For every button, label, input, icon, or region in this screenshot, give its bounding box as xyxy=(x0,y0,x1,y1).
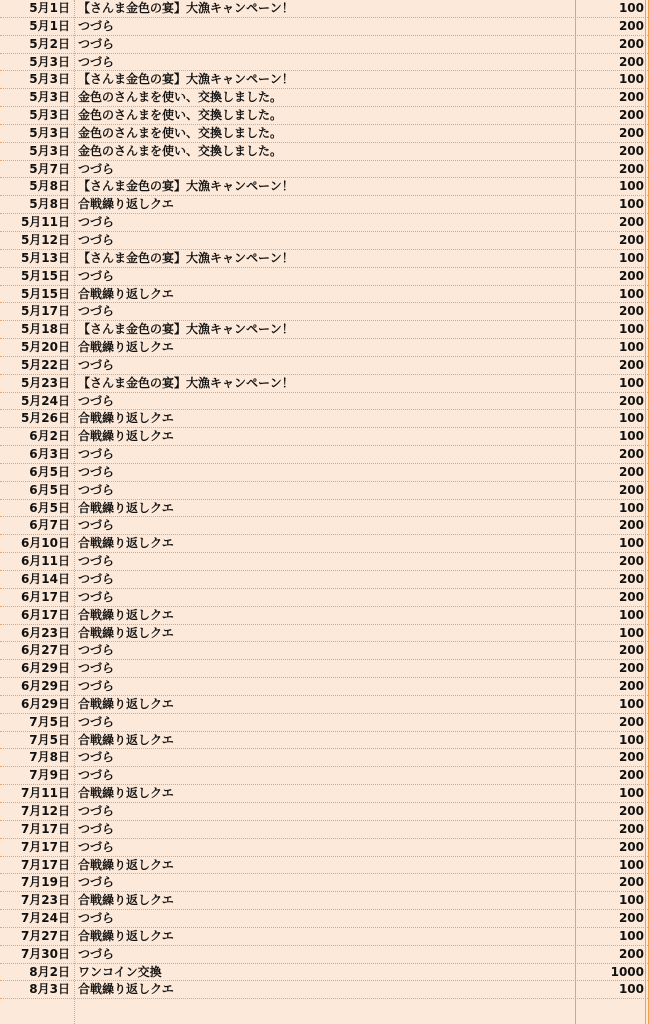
amount-cell[interactable]: 200 xyxy=(618,482,644,497)
amount-cell[interactable]: 100 xyxy=(618,536,644,551)
date-cell[interactable]: 5月3日 xyxy=(29,125,70,140)
date-cell[interactable]: 7月27日 xyxy=(20,928,70,943)
date-cell[interactable]: 5月18日 xyxy=(20,322,70,337)
amount-cell[interactable]: 200 xyxy=(618,589,644,604)
amount-cell[interactable]: 200 xyxy=(618,215,644,230)
date-cell[interactable]: 5月3日 xyxy=(29,72,70,87)
table-row[interactable] xyxy=(0,303,648,321)
table-row[interactable] xyxy=(0,446,648,464)
date-cell[interactable]: 5月1日 xyxy=(29,18,70,33)
description-cell[interactable]: つづら xyxy=(78,232,115,247)
table-row[interactable] xyxy=(0,196,648,214)
date-cell[interactable]: 7月17日 xyxy=(20,857,70,872)
table-row[interactable] xyxy=(0,357,648,375)
date-cell[interactable]: 6月10日 xyxy=(20,536,70,551)
table-row[interactable] xyxy=(0,660,648,678)
amount-cell[interactable]: 200 xyxy=(618,125,644,140)
date-cell[interactable]: 6月27日 xyxy=(20,643,70,658)
date-cell[interactable]: 5月26日 xyxy=(20,411,70,426)
date-cell[interactable] xyxy=(0,999,72,1017)
description-cell[interactable]: 金色のさんまを使い、交換しました。 xyxy=(78,143,283,158)
date-cell[interactable]: 5月17日 xyxy=(20,304,70,319)
description-cell[interactable]: つづら xyxy=(78,393,115,408)
date-cell[interactable]: 5月20日 xyxy=(20,340,70,355)
date-cell[interactable]: 5月2日 xyxy=(29,36,70,51)
description-cell[interactable]: 合戦繰り返しクエ xyxy=(78,411,174,426)
description-cell[interactable]: 合戦繰り返しクエ xyxy=(78,732,174,747)
description-cell[interactable]: つづら xyxy=(78,18,115,33)
description-cell[interactable]: ワンコイン交換 xyxy=(78,964,162,979)
table-row[interactable] xyxy=(0,589,648,607)
table-row[interactable] xyxy=(0,107,648,125)
description-cell[interactable]: つづら xyxy=(78,36,115,51)
date-cell[interactable]: 6月2日 xyxy=(29,429,70,444)
description-cell[interactable]: つづら xyxy=(78,875,115,890)
table-row[interactable] xyxy=(0,178,648,196)
description-cell[interactable]: つづら xyxy=(78,911,115,926)
amount-cell[interactable]: 200 xyxy=(618,518,644,533)
amount-cell[interactable]: 100 xyxy=(618,340,644,355)
table-row[interactable] xyxy=(0,0,648,18)
date-cell[interactable]: 7月24日 xyxy=(20,911,70,926)
table-row[interactable] xyxy=(0,54,648,72)
date-cell[interactable]: 6月23日 xyxy=(20,625,70,640)
table-row[interactable] xyxy=(0,535,648,553)
table-row[interactable] xyxy=(0,714,648,732)
date-cell[interactable]: 7月17日 xyxy=(20,821,70,836)
date-cell[interactable]: 8月3日 xyxy=(29,982,70,997)
table-row[interactable] xyxy=(0,571,648,589)
description-cell[interactable]: つづら xyxy=(78,661,115,676)
amount-cell[interactable]: 200 xyxy=(618,875,644,890)
amount-cell[interactable]: 200 xyxy=(618,357,644,372)
description-cell[interactable]: つづら xyxy=(78,679,115,694)
amount-cell[interactable]: 100 xyxy=(618,607,644,622)
description-cell[interactable]: つづら xyxy=(78,215,115,230)
amount-cell[interactable]: 100 xyxy=(618,857,644,872)
description-cell[interactable]: 合戦繰り返しクエ xyxy=(78,893,174,908)
date-cell[interactable]: 5月15日 xyxy=(20,286,70,301)
date-cell[interactable]: 5月3日 xyxy=(29,143,70,158)
amount-cell[interactable]: 200 xyxy=(618,803,644,818)
amount-cell[interactable]: 200 xyxy=(618,18,644,33)
amount-cell[interactable]: 100 xyxy=(618,286,644,301)
amount-cell[interactable]: 100 xyxy=(618,696,644,711)
amount-cell[interactable]: 200 xyxy=(618,268,644,283)
description-cell[interactable]: つづら xyxy=(78,572,115,586)
table-row[interactable] xyxy=(0,892,648,910)
amount-cell[interactable]: 200 xyxy=(618,750,644,765)
amount-cell[interactable]: 200 xyxy=(618,679,644,694)
table-row[interactable] xyxy=(0,250,648,268)
description-cell[interactable] xyxy=(75,999,575,1017)
date-cell[interactable]: 5月3日 xyxy=(29,54,70,69)
table-row[interactable] xyxy=(0,428,648,446)
table-row[interactable] xyxy=(0,143,648,161)
amount-cell[interactable]: 100 xyxy=(618,179,644,194)
description-cell[interactable]: つづら xyxy=(78,839,115,854)
table-row[interactable] xyxy=(0,857,648,875)
date-cell[interactable]: 5月24日 xyxy=(20,393,70,408)
amount-cell[interactable]: 100 xyxy=(618,429,644,444)
description-cell[interactable]: 合戦繰り返しクエ xyxy=(78,197,174,212)
amount-cell[interactable]: 100 xyxy=(618,893,644,908)
table-row[interactable] xyxy=(0,125,648,143)
table-row[interactable] xyxy=(0,821,648,839)
amount-cell[interactable]: 100 xyxy=(618,786,644,801)
table-row[interactable] xyxy=(0,268,648,286)
description-cell[interactable]: つづら xyxy=(78,714,115,729)
amount-cell[interactable]: 100 xyxy=(618,250,644,265)
date-cell[interactable]: 7月17日 xyxy=(20,839,70,854)
table-row[interactable] xyxy=(0,981,648,999)
date-cell[interactable]: 7月12日 xyxy=(20,803,70,818)
date-cell[interactable]: 8月2日 xyxy=(29,964,70,979)
amount-cell[interactable]: 200 xyxy=(618,572,644,586)
amount-cell[interactable]: 200 xyxy=(618,946,644,961)
description-cell[interactable]: 合戦繰り返しクエ xyxy=(78,786,174,801)
table-row[interactable] xyxy=(0,696,648,714)
description-cell[interactable]: つづら xyxy=(78,554,115,569)
date-cell[interactable]: 6月7日 xyxy=(29,518,70,533)
date-cell[interactable]: 5月13日 xyxy=(20,250,70,265)
table-row[interactable] xyxy=(0,464,648,482)
date-cell[interactable]: 7月11日 xyxy=(20,786,70,801)
description-cell[interactable]: 【さんま金色の宴】大漁キャンペーン！ xyxy=(78,322,294,337)
date-cell[interactable]: 6月5日 xyxy=(29,464,70,479)
date-cell[interactable]: 7月23日 xyxy=(20,893,70,908)
table-row[interactable] xyxy=(0,607,648,625)
table-row[interactable] xyxy=(0,89,648,107)
date-cell[interactable]: 6月5日 xyxy=(29,500,70,515)
date-cell[interactable]: 5月23日 xyxy=(20,375,70,390)
description-cell[interactable]: つづら xyxy=(78,304,115,319)
amount-cell[interactable]: 200 xyxy=(618,90,644,105)
description-cell[interactable]: つづら xyxy=(78,268,115,283)
description-cell[interactable]: 金色のさんまを使い、交換しました。 xyxy=(78,125,283,140)
description-cell[interactable]: 【さんま金色の宴】大漁キャンペーン！ xyxy=(78,250,294,265)
amount-cell[interactable]: 100 xyxy=(618,72,644,87)
amount-cell[interactable]: 200 xyxy=(618,393,644,408)
amount-cell[interactable]: 200 xyxy=(618,643,644,658)
description-cell[interactable]: 合戦繰り返しクエ xyxy=(78,982,174,997)
date-cell[interactable]: 7月9日 xyxy=(29,768,70,783)
description-cell[interactable]: 合戦繰り返しクエ xyxy=(78,340,174,355)
amount-cell[interactable]: 200 xyxy=(618,54,644,69)
date-cell[interactable]: 6月29日 xyxy=(20,696,70,711)
amount-cell[interactable]: 200 xyxy=(618,554,644,569)
date-cell[interactable]: 5月8日 xyxy=(29,197,70,212)
description-cell[interactable]: 【さんま金色の宴】大漁キャンペーン！ xyxy=(78,72,294,87)
date-cell[interactable]: 6月5日 xyxy=(29,482,70,497)
date-cell[interactable]: 6月11日 xyxy=(20,554,70,569)
table-row[interactable] xyxy=(0,214,648,232)
amount-cell[interactable]: 200 xyxy=(618,108,644,123)
description-cell[interactable]: つづら xyxy=(78,643,115,658)
table-row[interactable] xyxy=(0,874,648,892)
date-cell[interactable]: 6月17日 xyxy=(20,607,70,622)
date-cell[interactable]: 5月1日 xyxy=(29,1,70,15)
table-row[interactable] xyxy=(0,18,648,36)
date-cell[interactable]: 7月5日 xyxy=(29,714,70,729)
table-row[interactable] xyxy=(0,928,648,946)
description-cell[interactable]: 金色のさんまを使い、交換しました。 xyxy=(78,108,283,123)
table-row[interactable] xyxy=(0,161,648,179)
date-cell[interactable]: 6月17日 xyxy=(20,589,70,604)
date-cell[interactable]: 7月30日 xyxy=(20,946,70,961)
amount-cell[interactable]: 200 xyxy=(618,839,644,854)
table-row[interactable] xyxy=(0,553,648,571)
table-row[interactable] xyxy=(0,375,648,393)
amount-cell[interactable]: 200 xyxy=(618,143,644,158)
date-cell[interactable]: 6月29日 xyxy=(20,661,70,676)
description-cell[interactable]: 合戦繰り返しクエ xyxy=(78,286,174,301)
description-cell[interactable]: 【さんま金色の宴】大漁キャンペーン！ xyxy=(78,179,294,194)
date-cell[interactable]: 5月12日 xyxy=(20,232,70,247)
description-cell[interactable]: つづら xyxy=(78,161,115,176)
table-row[interactable] xyxy=(0,500,648,518)
table-row[interactable] xyxy=(0,785,648,803)
table-row[interactable] xyxy=(0,232,648,250)
amount-cell[interactable]: 200 xyxy=(618,161,644,176)
description-cell[interactable]: 【さんま金色の宴】大漁キャンペーン！ xyxy=(78,375,294,390)
description-cell[interactable]: 合戦繰り返しクエ xyxy=(78,536,174,551)
table-row[interactable] xyxy=(0,482,648,500)
description-cell[interactable]: 合戦繰り返しクエ xyxy=(78,928,174,943)
date-cell[interactable]: 7月5日 xyxy=(29,732,70,747)
table-row[interactable] xyxy=(0,749,648,767)
description-cell[interactable]: 合戦繰り返しクエ xyxy=(78,696,174,711)
amount-cell[interactable]: 200 xyxy=(618,36,644,51)
table-row[interactable] xyxy=(0,393,648,411)
description-cell[interactable]: つづら xyxy=(78,447,115,462)
amount-cell[interactable]: 200 xyxy=(618,821,644,836)
amount-cell[interactable]: 100 xyxy=(618,982,644,997)
amount-cell[interactable]: 200 xyxy=(618,768,644,783)
table-row[interactable] xyxy=(0,732,648,750)
description-cell[interactable]: つづら xyxy=(78,482,115,497)
table-row[interactable] xyxy=(0,286,648,304)
table-row[interactable] xyxy=(0,767,648,785)
amount-cell[interactable]: 200 xyxy=(618,661,644,676)
amount-cell[interactable]: 200 xyxy=(618,911,644,926)
description-cell[interactable]: 【さんま金色の宴】大漁キャンペーン！ xyxy=(78,1,294,15)
amount-cell[interactable]: 100 xyxy=(618,732,644,747)
table-row[interactable] xyxy=(0,339,648,357)
date-cell[interactable]: 5月15日 xyxy=(20,268,70,283)
description-cell[interactable]: つづら xyxy=(78,464,115,479)
date-cell[interactable]: 7月19日 xyxy=(20,875,70,890)
table-row[interactable] xyxy=(0,999,648,1017)
table-row[interactable] xyxy=(0,642,648,660)
table-row[interactable] xyxy=(0,71,648,89)
description-cell[interactable]: 合戦繰り返しクエ xyxy=(78,857,174,872)
description-cell[interactable]: つづら xyxy=(78,946,115,961)
amount-cell[interactable]: 100 xyxy=(618,928,644,943)
date-cell[interactable]: 6月3日 xyxy=(29,447,70,462)
description-cell[interactable]: つづら xyxy=(78,750,115,765)
table-row[interactable] xyxy=(0,803,648,821)
table-row[interactable] xyxy=(0,964,648,982)
description-cell[interactable]: つづら xyxy=(78,768,115,783)
amount-cell[interactable]: 200 xyxy=(618,304,644,319)
description-cell[interactable]: 金色のさんまを使い、交換しました。 xyxy=(78,90,283,105)
amount-cell[interactable]: 200 xyxy=(618,447,644,462)
description-cell[interactable]: 合戦繰り返しクエ xyxy=(78,500,174,515)
table-row[interactable] xyxy=(0,839,648,857)
description-cell[interactable]: つづら xyxy=(78,589,115,604)
date-cell[interactable]: 6月14日 xyxy=(20,572,70,586)
description-cell[interactable]: 合戦繰り返しクエ xyxy=(78,429,174,444)
table-row[interactable] xyxy=(0,678,648,696)
description-cell[interactable]: 合戦繰り返しクエ xyxy=(78,625,174,640)
table-row[interactable] xyxy=(0,625,648,643)
amount-cell[interactable]: 200 xyxy=(618,464,644,479)
date-cell[interactable]: 6月29日 xyxy=(20,679,70,694)
amount-cell[interactable]: 200 xyxy=(618,714,644,729)
amount-cell[interactable]: 100 xyxy=(618,500,644,515)
amount-cell[interactable]: 100 xyxy=(618,625,644,640)
amount-cell[interactable]: 100 xyxy=(618,322,644,337)
date-cell[interactable]: 5月8日 xyxy=(29,179,70,194)
table-row[interactable] xyxy=(0,517,648,535)
date-cell[interactable]: 7月8日 xyxy=(29,750,70,765)
date-cell[interactable]: 5月3日 xyxy=(29,90,70,105)
table-row[interactable] xyxy=(0,321,648,339)
description-cell[interactable]: つづら xyxy=(78,357,115,372)
table-row[interactable] xyxy=(0,410,648,428)
amount-cell[interactable]: 1000 xyxy=(610,964,644,979)
description-cell[interactable]: つづら xyxy=(78,803,115,818)
description-cell[interactable]: つづら xyxy=(78,821,115,836)
description-cell[interactable]: 合戦繰り返しクエ xyxy=(78,607,174,622)
table-row[interactable] xyxy=(0,36,648,54)
amount-cell[interactable] xyxy=(576,999,647,1017)
date-cell[interactable]: 5月3日 xyxy=(29,108,70,123)
amount-cell[interactable]: 100 xyxy=(618,197,644,212)
description-cell[interactable]: つづら xyxy=(78,518,115,533)
date-cell[interactable]: 5月11日 xyxy=(20,215,70,230)
date-cell[interactable]: 5月7日 xyxy=(29,161,70,176)
date-cell[interactable]: 5月22日 xyxy=(20,357,70,372)
amount-cell[interactable]: 100 xyxy=(618,411,644,426)
amount-cell[interactable]: 100 xyxy=(618,375,644,390)
amount-cell[interactable]: 200 xyxy=(618,232,644,247)
description-cell[interactable]: つづら xyxy=(78,54,115,69)
table-row[interactable] xyxy=(0,910,648,928)
amount-cell[interactable]: 100 xyxy=(618,1,644,15)
table-row[interactable] xyxy=(0,946,648,964)
